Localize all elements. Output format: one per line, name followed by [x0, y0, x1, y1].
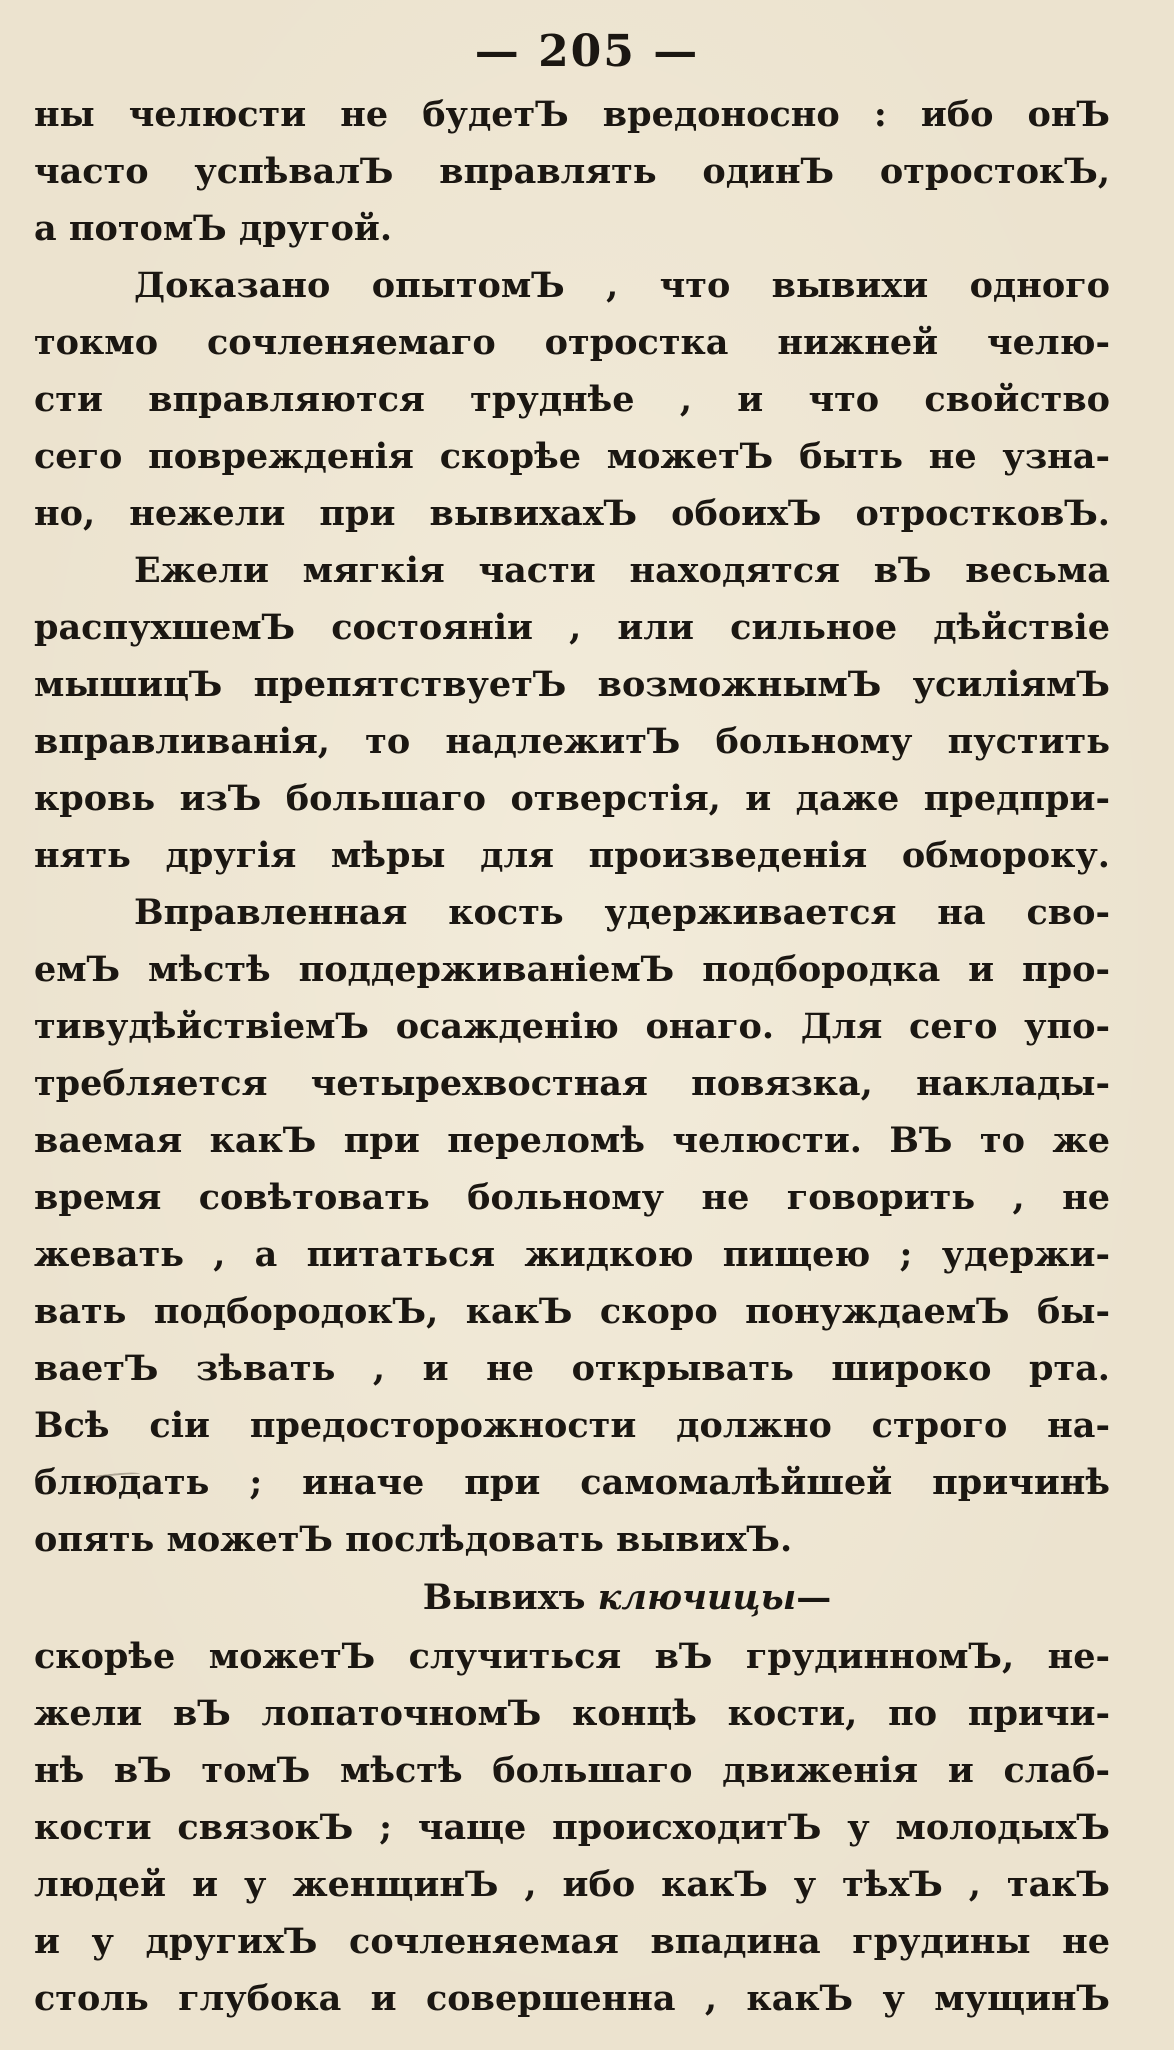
text-line: блюдать ; иначе при самомалѣйшей причинѣ: [34, 1462, 1110, 1503]
text-line: скорѣе можетЪ случиться вЪ грудинномЪ, не-: [34, 1636, 1110, 1677]
text-line: токмо сочленяемаго отростка нижней челю-: [34, 322, 1110, 363]
text-line: людей и у женщинЪ , ибо какЪ у тѣхЪ , такЪ: [34, 1864, 1110, 1905]
text-line: распухшемЪ состояніи , или сильное дѣйствіе: [34, 607, 1110, 648]
heading-regular: Вывихъ: [422, 1577, 598, 1618]
text-line: а потомЪ другой.: [34, 208, 393, 249]
text-line: и у другихЪ сочленяемая впадина грудины не: [34, 1921, 1110, 1962]
text-line: ваемая какЪ при переломѣ челюсти. ВЪ то же: [34, 1120, 1110, 1161]
text-line: жели вЪ лопаточномЪ концѣ кости, по причи-: [34, 1693, 1110, 1734]
text-line: Ежели мягкія части находятся вЪ весьма: [134, 550, 1110, 591]
heading-dash: —: [796, 1577, 832, 1618]
text-line: емЪ мѣстѣ поддерживаніемЪ подбородка и про-: [34, 949, 1110, 990]
text-line: Всѣ сіи предосторожности должно строго на-: [34, 1405, 1110, 1446]
text-line: время совѣтовать больному не говорить , не: [34, 1177, 1110, 1218]
text-line: сего поврежденія скорѣе можетЪ быть не узна-: [34, 436, 1110, 477]
text-line: нять другія мѣры для произведенія обмороку.: [34, 835, 1110, 876]
text-line: ваетЪ зѣвать , и не открывать широко рта.: [34, 1348, 1110, 1389]
text-line: часто успѣвалЪ вправлять одинЪ отростокЪ,: [34, 151, 1110, 192]
text-line: кровь изЪ большаго отверстія, и даже предпри-: [34, 778, 1110, 819]
text-line: Доказано опытомЪ , что вывихи одного: [134, 265, 1110, 306]
text-line: Вправленная кость удерживается на сво-: [134, 892, 1110, 933]
text-line: вать подбородокЪ, какЪ скоро понуждаемЪ бы-: [34, 1291, 1110, 1332]
text-line: тивудѣйствіемЪ осажденію онаго. Для сего упо-: [34, 1006, 1110, 1047]
text-line: требляется четырехвостная повязка, наклады-: [34, 1063, 1110, 1104]
heading-italic: ключицы: [597, 1577, 797, 1618]
section-heading: [34, 1568, 1110, 1628]
text-line: кости связокЪ ; чаще происходитЪ у молодыхЪ: [34, 1807, 1110, 1848]
text-line: вправливанія, то надлежитЪ больному пустить: [34, 721, 1110, 762]
text-line: ны челюсти не будетЪ вредоносно : ибо онЪ: [34, 94, 1110, 135]
text-line: нѣ вЪ томЪ мѣстѣ большаго движенія и слаб-: [34, 1750, 1110, 1791]
text-line: жевать , а питаться жидкою пищею ; удержи-: [34, 1234, 1110, 1275]
text-line: но, нежели при вывихахЪ обоихЪ отростковЪ.: [34, 493, 1110, 534]
body-text: [34, 86, 1110, 2027]
text-line: сти вправляются труднѣе , и что свойство: [34, 379, 1110, 420]
text-line: мышицЪ препятствуетЪ возможнымЪ усиліямЪ: [34, 664, 1110, 705]
text-line: опять можетЪ послѣдовать вывихЪ.: [34, 1519, 793, 1560]
page-number: — 205 —: [474, 26, 700, 77]
text-line: столь глубока и совершенна , какЪ у мущинЪ: [34, 1978, 1110, 2019]
